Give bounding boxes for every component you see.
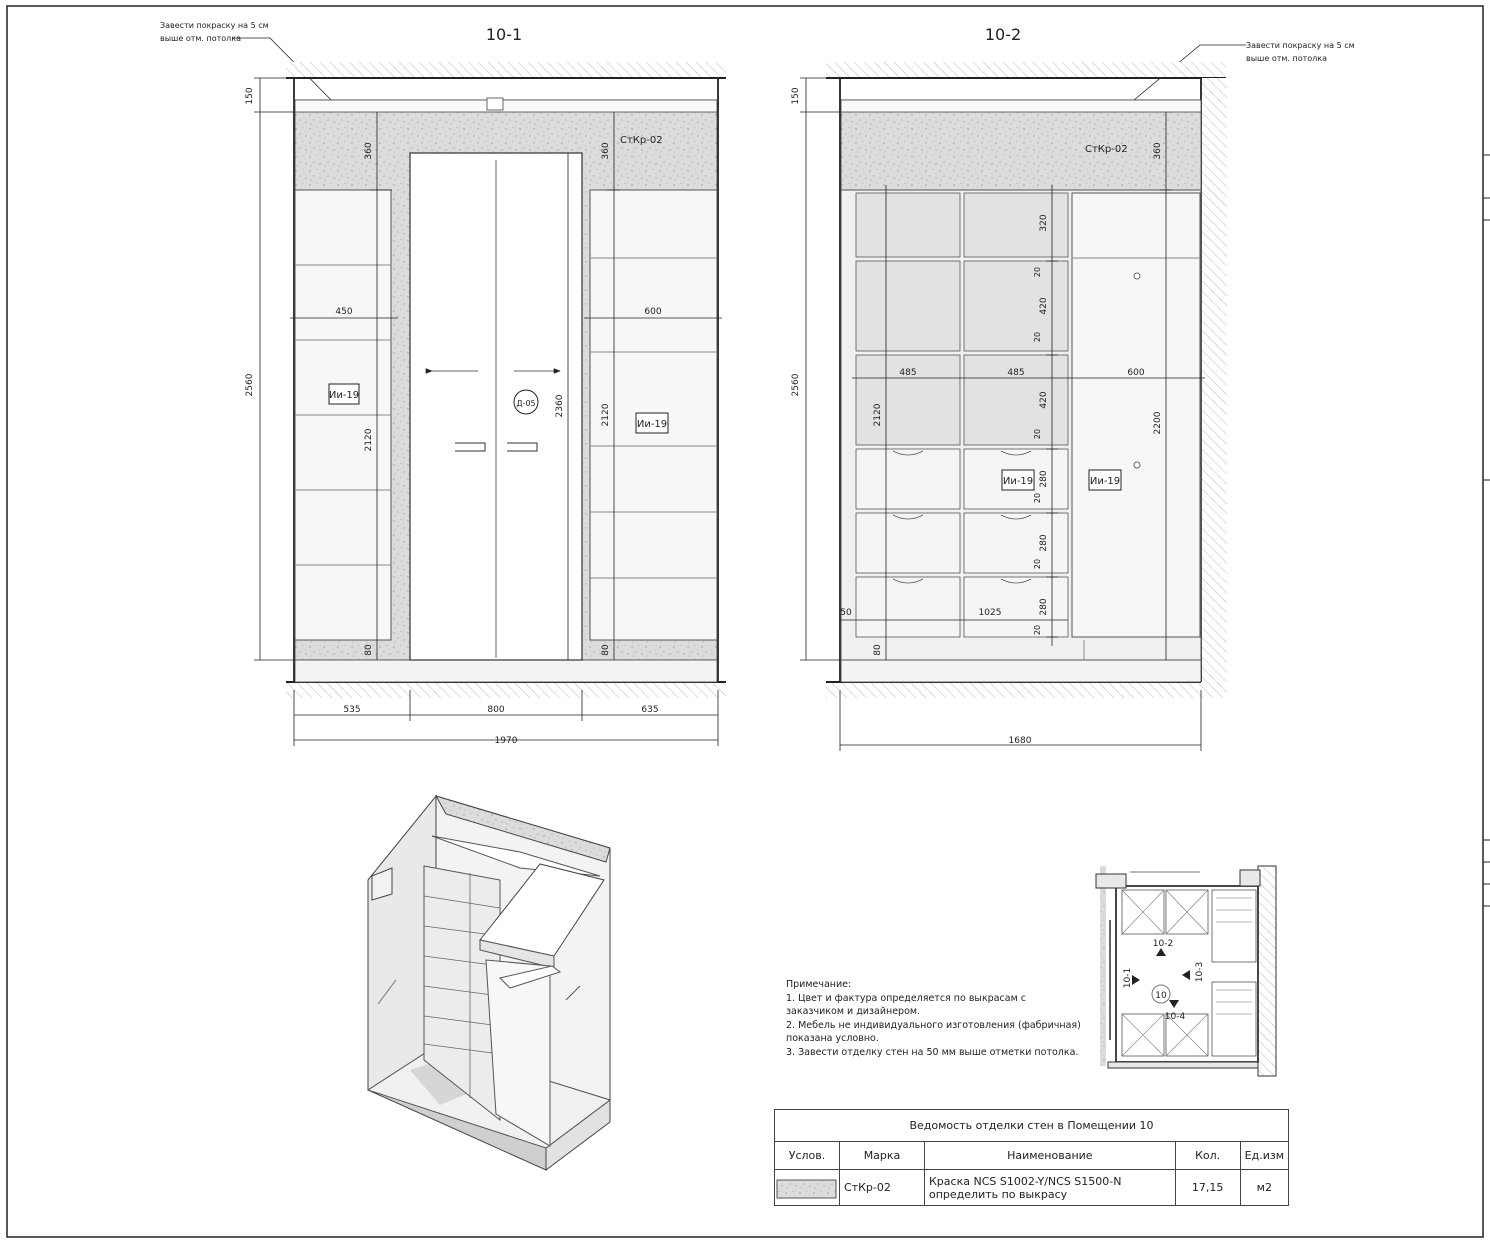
dim-row6: 280 (1039, 598, 1049, 616)
dim-top-band-left: 360 (364, 142, 374, 160)
notes-block (786, 978, 1086, 1059)
cell-unit: м2 (1240, 1170, 1288, 1206)
cell-sym (775, 1170, 840, 1206)
dim-height: 2560 (245, 373, 255, 397)
cell-qty: 17,15 (1175, 1170, 1240, 1206)
dim-top: 150 (245, 87, 255, 105)
plan-label-south: 10-4 (1164, 1012, 1186, 1022)
finish-table (774, 1109, 1289, 1206)
cell-name-line2: определить по выкрасу (929, 1187, 1068, 1201)
dim-row1: 320 (1039, 214, 1049, 232)
dim-shelf-left-height: 2120 (364, 428, 374, 452)
furniture-mark-left: Ии-19 (1002, 476, 1034, 487)
dim-shelf-left-width: 450 (335, 307, 353, 317)
dim-row4: 280 (1039, 470, 1049, 488)
dim-bottom-right: 635 (641, 705, 659, 715)
paint-note-line2: выше отм. потолка (160, 34, 242, 43)
plan-room-number: 10 (1155, 991, 1167, 1001)
dim-top: 150 (791, 87, 801, 105)
table-title: Ведомость отделки стен в Помещении 10 (775, 1110, 1289, 1142)
dim-door-height: 2360 (555, 394, 565, 418)
header-qty: Кол. (1175, 1142, 1240, 1170)
dim-row3: 420 (1039, 391, 1049, 409)
dim-gap4: 20 (1033, 492, 1042, 504)
dim-gap6: 20 (1033, 624, 1042, 636)
dim-gap1: 20 (1033, 266, 1042, 278)
header-name: Наименование (925, 1142, 1176, 1170)
header-sym: Услов. (775, 1142, 840, 1170)
note-line: показана условно. (786, 1033, 879, 1044)
note-line: 2. Мебель не индивидуального изготовления (фабричная) (786, 1019, 1081, 1031)
notes-title: Примечание: (786, 979, 852, 990)
dim-total: 1970 (494, 736, 518, 746)
furniture-mark-left: Ии-19 (328, 390, 360, 401)
dim-shelf-right-height: 2120 (601, 403, 611, 427)
dim-side: 50 (840, 608, 852, 618)
dim-col1: 485 (899, 368, 917, 378)
elevation-label: 10-1 (485, 25, 523, 44)
dim-gap2: 20 (1033, 331, 1042, 343)
dim-left-height: 2120 (873, 403, 883, 427)
cell-name (925, 1170, 1176, 1206)
cell-mark: СтКр-02 (840, 1170, 925, 1206)
header-unit: Ед.изм (1240, 1142, 1288, 1170)
dim-top-band-right: 360 (601, 142, 611, 160)
note-line: заказчиком и дизайнером. (786, 1006, 921, 1017)
dim-gap3: 20 (1033, 428, 1042, 440)
dim-col2: 485 (1007, 368, 1025, 378)
dim-top-band: 360 (1153, 142, 1163, 160)
wall-mark: СтКр-02 (1085, 144, 1128, 155)
plan-label-east: 10-3 (1195, 961, 1205, 983)
key-plan (1096, 866, 1276, 1076)
plan-label-north: 10-2 (1152, 939, 1174, 949)
dim-plinth-left: 80 (364, 644, 374, 656)
elevation-10-2 (791, 25, 1355, 751)
furniture-mark-right: Ии-19 (1089, 476, 1121, 487)
dim-shelf-right-width: 600 (644, 307, 662, 317)
dim-bottom-width: 1025 (978, 608, 1002, 618)
paint-note-line1: Завести покраску на 5 см (160, 21, 269, 30)
header-mark: Марка (840, 1142, 925, 1170)
dim-height: 2560 (791, 373, 801, 397)
dim-row5: 280 (1039, 534, 1049, 552)
dim-bottom-left: 535 (343, 705, 361, 715)
plan-label-west: 10-1 (1123, 967, 1133, 989)
furniture-mark-right: Ии-19 (636, 419, 668, 430)
dim-col3: 600 (1127, 368, 1145, 378)
paint-note-line1: Завести покраску на 5 см (1246, 41, 1355, 50)
paint-note-line2: выше отм. потолка (1246, 54, 1328, 63)
dim-row2: 420 (1039, 297, 1049, 315)
axonometric-view (368, 796, 610, 1170)
dim-plinth-right: 80 (601, 644, 611, 656)
elevation-label: 10-2 (984, 25, 1022, 44)
note-line: 3. Завести отделку стен на 50 мм выше отметки потолка. (786, 1046, 1079, 1058)
dim-right-height: 2200 (1153, 411, 1163, 435)
wall-mark: СтКр-02 (620, 135, 663, 146)
dim-gap5: 20 (1033, 558, 1042, 570)
door-tag: Д-05 (516, 399, 536, 408)
note-line: 1. Цвет и фактура определяется по выкрасам с (786, 992, 1026, 1004)
elevation-10-1 (160, 21, 726, 746)
dim-total: 1680 (1008, 736, 1032, 746)
cell-name-line1: Краска NCS S1002-Y/NCS S1500-N (929, 1174, 1122, 1188)
dim-bottom-door: 800 (487, 705, 505, 715)
dim-plinth: 80 (873, 644, 883, 656)
